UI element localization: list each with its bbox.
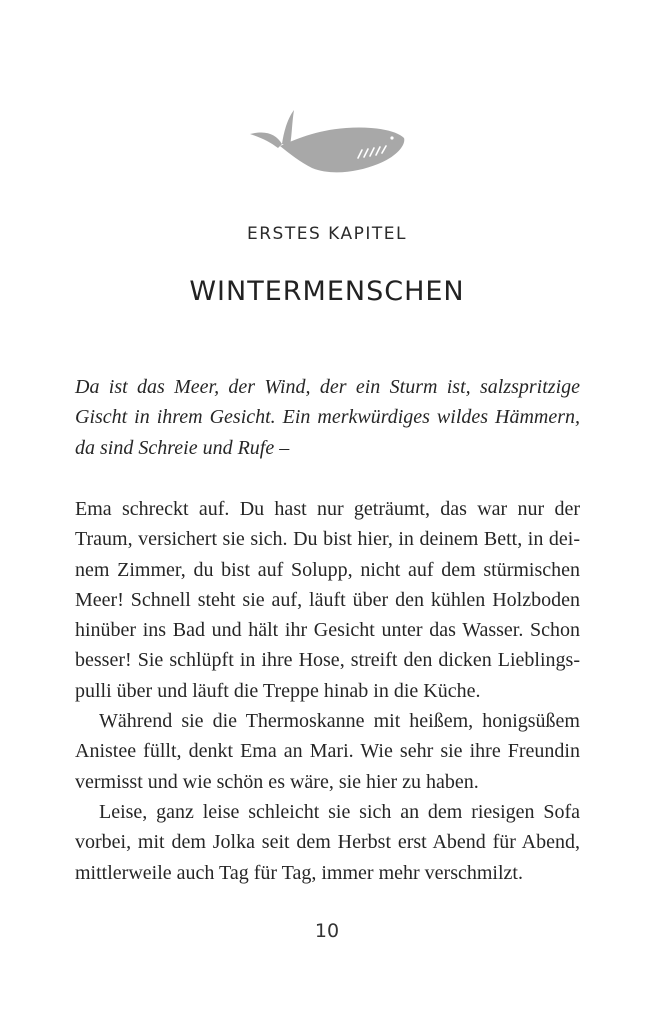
paragraph-3: Leise, ganz leise schleicht sie sich an dem riesigen Sofa vorbei, mit dem Jolka seit dem Herbst erst Abend für Abend, mittlerweile auch Tag für Tag, immer mehr verschmilzt. (75, 800, 580, 884)
whale-icon (246, 104, 410, 180)
chapter-label: ERSTES KAPITEL (246, 224, 407, 244)
intro-paragraph: Da ist das Meer, der Wind, der ein Sturm ist, salzspritzige Gischt in ihrem Gesicht. Ein merkwürdiges wildes Hämmern, da sind Schreie und Rufe – (75, 376, 580, 459)
paragraph-2: Während sie die Thermoskanne mit heißem, honigsüßem Anistee füllt, denkt Ema an Mari. Wie sehr sie ihre Freundin vermisst und wie schön es wäre, sie hier zu haben. (75, 710, 580, 793)
chapter-title: WINTERMENSCHEN (189, 276, 465, 307)
body-text (75, 494, 580, 888)
page-number: 10 (314, 920, 340, 942)
paragraph-1: Ema schreckt auf. Du hast nur geträumt, das war nur der Traum, versichert sie sich. Du bist hier, in deinem Bett, in deinem Zimmer, du bist auf Solupp, nicht auf dem stürmischen Meer! Schnell steht sie auf, läuft über den kühlen Holzboden hinüber ins Bad und hält ihr Gesicht unter das Wasser. Schon besser! Sie schlüpft in ihre Hose, streift den dicken Lieblingspulli über und läuft die Treppe hinab in die Küche. (75, 498, 580, 702)
